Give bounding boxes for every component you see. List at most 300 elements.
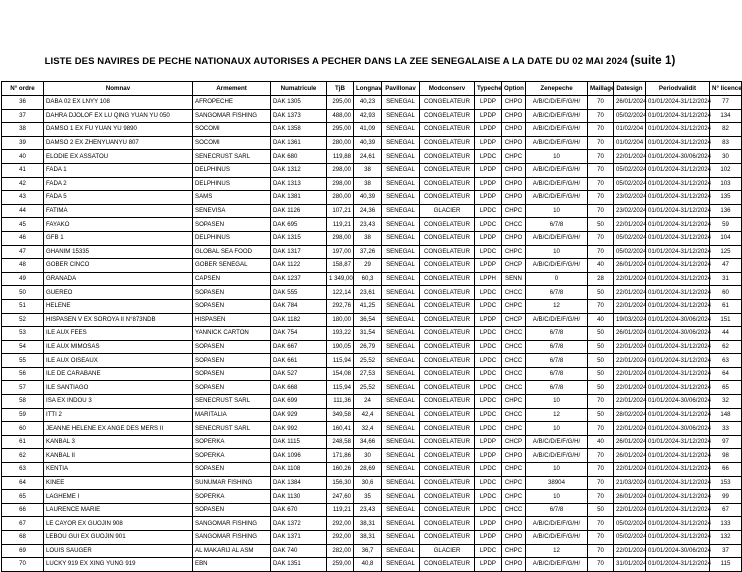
- table-row: [2, 259, 742, 273]
- cell-maillage: 28: [588, 272, 614, 286]
- cell-longnav: 26,79: [354, 340, 382, 354]
- table-row: [2, 354, 742, 368]
- column-header-armement: Armement: [193, 82, 271, 96]
- cell-licence: 31: [710, 272, 742, 286]
- cell-armement: GLOBAL SEA FOOD: [193, 245, 271, 259]
- cell-pavillon: SENEGAL: [382, 490, 420, 504]
- cell-pavillon: SENEGAL: [382, 327, 420, 341]
- cell-typeche: LPDP: [475, 517, 502, 531]
- cell-numatricule: DAK 1182: [271, 313, 327, 327]
- cell-pavillon: SENEGAL: [382, 259, 420, 273]
- cell-nomnav: KENTIA: [44, 463, 193, 477]
- cell-periode: 01/01/2024-31/12/2024: [646, 558, 710, 572]
- cell-datesign: 22/01/2024: [614, 286, 646, 300]
- cell-armement: HISPASEN: [193, 313, 271, 327]
- column-header-longnav: Longnav: [354, 82, 382, 96]
- cell-datesign: 26/01/2024: [614, 259, 646, 273]
- cell-licence: 67: [710, 503, 742, 517]
- cell-modconserv: CONGELATEUR: [420, 395, 475, 409]
- table-row: [2, 109, 742, 123]
- cell-typeche: LPDC: [475, 476, 502, 490]
- cell-periode: 01/01/2024-31/12/2024: [646, 408, 710, 422]
- cell-modconserv: CONGELATEUR: [420, 490, 475, 504]
- cell-ordre: 69: [2, 544, 44, 558]
- cell-nomnav: ILE AUX FEES: [44, 327, 193, 341]
- cell-nomnav: DABA 02 EX LNYY 108: [44, 96, 193, 110]
- cell-option: CHCC: [502, 327, 526, 341]
- cell-modconserv: CONGELATEUR: [420, 517, 475, 531]
- cell-maillage: 50: [588, 340, 614, 354]
- cell-typeche: LPDC: [475, 395, 502, 409]
- cell-tjb: 180,00: [327, 313, 354, 327]
- cell-modconserv: CONGELATEUR: [420, 354, 475, 368]
- cell-zonepeche: A/B/C/D/E/F/G/H/: [526, 163, 588, 177]
- cell-pavillon: SENEGAL: [382, 218, 420, 232]
- cell-datesign: 22/01/2024: [614, 422, 646, 436]
- cell-licence: 37: [710, 544, 742, 558]
- cell-modconserv: CONGELATEUR: [420, 150, 475, 164]
- cell-armement: EBN: [193, 558, 271, 572]
- cell-maillage: 70: [588, 163, 614, 177]
- cell-tjb: 295,00: [327, 96, 354, 110]
- cell-armement: SOPASEN: [193, 340, 271, 354]
- cell-licence: 99: [710, 490, 742, 504]
- cell-armement: SENEVISA: [193, 204, 271, 218]
- cell-ordre: 42: [2, 177, 44, 191]
- cell-nomnav: KINEE: [44, 476, 193, 490]
- cell-ordre: 48: [2, 259, 44, 273]
- cell-tjb: 349,58: [327, 408, 354, 422]
- table-body: [2, 96, 742, 572]
- cell-typeche: LPDC: [475, 204, 502, 218]
- cell-pavillon: SENEGAL: [382, 463, 420, 477]
- cell-datesign: 22/01/2024: [614, 503, 646, 517]
- cell-zonepeche: A/B/C/D/E/F/G/H/: [526, 449, 588, 463]
- cell-modconserv: CONGELATEUR: [420, 367, 475, 381]
- cell-zonepeche: 6/7/8: [526, 286, 588, 300]
- column-header-option: Option: [502, 82, 526, 96]
- cell-longnav: 40,23: [354, 96, 382, 110]
- cell-option: CHPC: [502, 150, 526, 164]
- cell-pavillon: SENEGAL: [382, 544, 420, 558]
- cell-licence: 66: [710, 463, 742, 477]
- column-header-licence: N° licence: [710, 82, 742, 96]
- cell-nomnav: FAYAKO: [44, 218, 193, 232]
- cell-ordre: 67: [2, 517, 44, 531]
- cell-armement: SOCOMI: [193, 136, 271, 150]
- cell-pavillon: SENEGAL: [382, 245, 420, 259]
- cell-tjb: 154,08: [327, 367, 354, 381]
- cell-periode: 01/01/2024-31/12/2024: [646, 517, 710, 531]
- cell-typeche: LPDC: [475, 218, 502, 232]
- table-row: [2, 476, 742, 490]
- cell-nomnav: LAGHEME I: [44, 490, 193, 504]
- table-row: [2, 272, 742, 286]
- cell-datesign: 31/01/2024: [614, 558, 646, 572]
- cell-modconserv: CONGELATEUR: [420, 435, 475, 449]
- cell-pavillon: SENEGAL: [382, 286, 420, 300]
- cell-pavillon: SENEGAL: [382, 422, 420, 436]
- cell-typeche: LPDP: [475, 96, 502, 110]
- column-header-typeche: Typeche: [475, 82, 502, 96]
- cell-typeche: LPDC: [475, 544, 502, 558]
- cell-maillage: 50: [588, 367, 614, 381]
- cell-option: CHCC: [502, 503, 526, 517]
- cell-option: CHPC: [502, 476, 526, 490]
- cell-tjb: 115,94: [327, 354, 354, 368]
- cell-ordre: 41: [2, 163, 44, 177]
- cell-modconserv: CONGELATEUR: [420, 408, 475, 422]
- cell-periode: 01/01/2024-30/06/2024: [646, 327, 710, 341]
- cell-maillage: 70: [588, 191, 614, 205]
- cell-tjb: 259,00: [327, 558, 354, 572]
- cell-pavillon: SENEGAL: [382, 150, 420, 164]
- cell-modconserv: CONGELATEUR: [420, 272, 475, 286]
- cell-datesign: 05/02/2024: [614, 231, 646, 245]
- cell-numatricule: DAK 992: [271, 422, 327, 436]
- cell-longnav: 37,26: [354, 245, 382, 259]
- cell-typeche: LPDP: [475, 259, 502, 273]
- cell-zonepeche: A/B/C/D/E/F/G/H/: [526, 231, 588, 245]
- cell-numatricule: DAK 668: [271, 381, 327, 395]
- cell-ordre: 54: [2, 340, 44, 354]
- cell-ordre: 63: [2, 463, 44, 477]
- table-row: [2, 558, 742, 572]
- cell-licence: 60: [710, 286, 742, 300]
- cell-tjb: 280,00: [327, 191, 354, 205]
- cell-periode: 01/01/2024-31/12/2024: [646, 449, 710, 463]
- cell-armement: SENECRUST SARL: [193, 150, 271, 164]
- cell-option: CHPO: [502, 558, 526, 572]
- cell-zonepeche: 12: [526, 408, 588, 422]
- cell-nomnav: LAURENCE MARIE: [44, 503, 193, 517]
- cell-numatricule: DAK 670: [271, 503, 327, 517]
- cell-ordre: 37: [2, 109, 44, 123]
- cell-numatricule: DAK 1313: [271, 177, 327, 191]
- cell-numatricule: DAK 1381: [271, 191, 327, 205]
- cell-datesign: 05/02/2024: [614, 531, 646, 545]
- cell-option: CHPO: [502, 191, 526, 205]
- table-row: [2, 313, 742, 327]
- cell-periode: 01/01/2024-31/12/2024: [646, 340, 710, 354]
- cell-licence: 30: [710, 150, 742, 164]
- cell-pavillon: SENEGAL: [382, 136, 420, 150]
- cell-nomnav: FADA 2: [44, 177, 193, 191]
- cell-modconserv: CONGELATEUR: [420, 191, 475, 205]
- cell-periode: 01/01/2024-30/06/2024: [646, 544, 710, 558]
- cell-longnav: 25,52: [354, 354, 382, 368]
- cell-datesign: 22/01/2024: [614, 299, 646, 313]
- cell-zonepeche: A/B/C/D/E/F/G/H/: [526, 558, 588, 572]
- cell-periode: 01/01/2024-31/12/2024: [646, 367, 710, 381]
- cell-armement: SOPASEN: [193, 463, 271, 477]
- cell-nomnav: ILE AUX OISEAUX: [44, 354, 193, 368]
- table-row: [2, 517, 742, 531]
- cell-maillage: 70: [588, 517, 614, 531]
- cell-longnav: 28,69: [354, 463, 382, 477]
- cell-datesign: 22/01/2024: [614, 381, 646, 395]
- cell-periode: 01/01/2024-31/12/2024: [646, 435, 710, 449]
- cell-numatricule: DAK 699: [271, 395, 327, 409]
- cell-longnav: 34,66: [354, 435, 382, 449]
- cell-periode: 01/01/2024-31/12/2024: [646, 299, 710, 313]
- cell-nomnav: FADA 1: [44, 163, 193, 177]
- cell-licence: 104: [710, 231, 742, 245]
- cell-nomnav: GFB 1: [44, 231, 193, 245]
- cell-licence: 63: [710, 354, 742, 368]
- cell-ordre: 60: [2, 422, 44, 436]
- cell-zonepeche: 6/7/8: [526, 354, 588, 368]
- column-header-modconserv: Modconserv: [420, 82, 475, 96]
- cell-armement: SAMS: [193, 191, 271, 205]
- cell-tjb: 156,30: [327, 476, 354, 490]
- cell-licence: 33: [710, 422, 742, 436]
- cell-option: CHCP: [502, 435, 526, 449]
- cell-longnav: 38,31: [354, 531, 382, 545]
- cell-typeche: LPDC: [475, 381, 502, 395]
- cell-armement: SOPERKA: [193, 449, 271, 463]
- cell-datesign: 22/01/2024: [614, 218, 646, 232]
- cell-zonepeche: 10: [526, 150, 588, 164]
- cell-datesign: 05/02/2024: [614, 163, 646, 177]
- cell-pavillon: SENEGAL: [382, 231, 420, 245]
- cell-nomnav: FADA 5: [44, 191, 193, 205]
- cell-maillage: 50: [588, 354, 614, 368]
- cell-numatricule: DAK 1384: [271, 476, 327, 490]
- cell-option: CHPC: [502, 245, 526, 259]
- cell-longnav: 24,36: [354, 204, 382, 218]
- cell-option: CHPO: [502, 177, 526, 191]
- cell-ordre: 57: [2, 381, 44, 395]
- cell-ordre: 53: [2, 327, 44, 341]
- cell-longnav: 38: [354, 231, 382, 245]
- cell-datesign: 05/02/2024: [614, 517, 646, 531]
- cell-option: CHPO: [502, 136, 526, 150]
- cell-licence: 47: [710, 259, 742, 273]
- cell-nomnav: JEANNE HELENE EX ANGE DES MERS II: [44, 422, 193, 436]
- cell-datesign: 23/02/2024: [614, 191, 646, 205]
- cell-option: CHCC: [502, 408, 526, 422]
- cell-longnav: 23,61: [354, 286, 382, 300]
- cell-option: SENN: [502, 272, 526, 286]
- cell-maillage: 70: [588, 96, 614, 110]
- cell-licence: 82: [710, 123, 742, 137]
- cell-option: CHPO: [502, 96, 526, 110]
- column-header-zonepeche: Zenepeche: [526, 82, 588, 96]
- cell-option: CHCC: [502, 340, 526, 354]
- cell-maillage: 70: [588, 177, 614, 191]
- cell-zonepeche: A/B/C/D/E/F/G/H/: [526, 136, 588, 150]
- cell-ordre: 59: [2, 408, 44, 422]
- cell-licence: 44: [710, 327, 742, 341]
- cell-typeche: LPDP: [475, 231, 502, 245]
- cell-periode: 01/01/2024-30/06/2024: [646, 150, 710, 164]
- cell-tjb: 119,88: [327, 150, 354, 164]
- cell-periode: 01/01/2024-31/12/2024: [646, 531, 710, 545]
- cell-numatricule: DAK 1126: [271, 204, 327, 218]
- cell-nomnav: KANBAL 3: [44, 435, 193, 449]
- cell-nomnav: GOBER CINCO: [44, 259, 193, 273]
- column-header-pavillon: Pavillonav: [382, 82, 420, 96]
- cell-longnav: 60,3: [354, 272, 382, 286]
- table-row: [2, 503, 742, 517]
- cell-maillage: 50: [588, 218, 614, 232]
- cell-periode: 01/01/2024-31/12/2024: [646, 272, 710, 286]
- cell-longnav: 38: [354, 177, 382, 191]
- cell-pavillon: SENEGAL: [382, 367, 420, 381]
- cell-longnav: 36,7: [354, 544, 382, 558]
- cell-datesign: 22/01/2024: [614, 272, 646, 286]
- table-row: [2, 340, 742, 354]
- table-header-row: [2, 82, 742, 96]
- cell-numatricule: DAK 1371: [271, 531, 327, 545]
- cell-pavillon: SENEGAL: [382, 340, 420, 354]
- cell-armement: YANNICK CARTON: [193, 327, 271, 341]
- cell-periode: 01/01/2024-31/12/2024: [646, 503, 710, 517]
- cell-numatricule: DAK 527: [271, 367, 327, 381]
- cell-typeche: LPDC: [475, 463, 502, 477]
- cell-licence: 64: [710, 367, 742, 381]
- cell-modconserv: CONGELATEUR: [420, 163, 475, 177]
- cell-option: CHPO: [502, 109, 526, 123]
- cell-typeche: LPDC: [475, 245, 502, 259]
- cell-licence: 62: [710, 340, 742, 354]
- cell-ordre: 68: [2, 531, 44, 545]
- cell-armement: DELPHINUS: [193, 231, 271, 245]
- cell-tjb: 292,00: [327, 531, 354, 545]
- cell-tjb: 160,41: [327, 422, 354, 436]
- table-row: [2, 395, 742, 409]
- cell-typeche: LPDP: [475, 313, 502, 327]
- page-title: [0, 55, 720, 67]
- cell-maillage: 40: [588, 313, 614, 327]
- cell-periode: 01/01/2024-30/06/2024: [646, 395, 710, 409]
- cell-ordre: 65: [2, 490, 44, 504]
- cell-periode: 01/01/2024-31/12/2024: [646, 123, 710, 137]
- cell-modconserv: GLACIER: [420, 544, 475, 558]
- cell-licence: 61: [710, 299, 742, 313]
- cell-periode: 01/01/2024-31/12/2024: [646, 231, 710, 245]
- cell-tjb: 122,14: [327, 286, 354, 300]
- cell-armement: SOCOMI: [193, 123, 271, 137]
- cell-numatricule: DAK 1358: [271, 123, 327, 137]
- title-main: LISTE DES NAVIRES DE PECHE NATIONAUX AUTORISES A PECHER DANS LA ZEE SENEGALAISE A LA DATE DU 02 MAI 2024: [44, 56, 628, 67]
- table-row: [2, 191, 742, 205]
- cell-datesign: 23/02/2024: [614, 204, 646, 218]
- column-header-numatricule: Numatricule: [271, 82, 327, 96]
- cell-numatricule: DAK 1130: [271, 490, 327, 504]
- cell-typeche: LPDP: [475, 191, 502, 205]
- cell-maillage: 70: [588, 395, 614, 409]
- cell-datesign: 22/01/2024: [614, 367, 646, 381]
- cell-licence: 135: [710, 191, 742, 205]
- table-row: [2, 531, 742, 545]
- cell-licence: 134: [710, 109, 742, 123]
- cell-nomnav: HELENE: [44, 299, 193, 313]
- table-row: [2, 463, 742, 477]
- cell-pavillon: SENEGAL: [382, 503, 420, 517]
- cell-maillage: 40: [588, 435, 614, 449]
- cell-typeche: LPDC: [475, 408, 502, 422]
- cell-tjb: 1 349,00: [327, 272, 354, 286]
- cell-typeche: LPDC: [475, 422, 502, 436]
- cell-ordre: 62: [2, 449, 44, 463]
- cell-longnav: 32,4: [354, 422, 382, 436]
- cell-armement: SOPASEN: [193, 299, 271, 313]
- cell-nomnav: ILE DE CARABANE: [44, 367, 193, 381]
- cell-licence: 65: [710, 381, 742, 395]
- cell-nomnav: LOUIS SAUGER: [44, 544, 193, 558]
- cell-longnav: 30,6: [354, 476, 382, 490]
- cell-datesign: 28/02/2024: [614, 408, 646, 422]
- cell-nomnav: GRANADA: [44, 272, 193, 286]
- cell-typeche: LPDP: [475, 531, 502, 545]
- cell-armement: DELPHINUS: [193, 163, 271, 177]
- cell-tjb: 171,86: [327, 449, 354, 463]
- cell-pavillon: SENEGAL: [382, 313, 420, 327]
- cell-tjb: 298,00: [327, 177, 354, 191]
- cell-armement: SENECRUST SARL: [193, 422, 271, 436]
- cell-tjb: 247,60: [327, 490, 354, 504]
- cell-licence: 136: [710, 204, 742, 218]
- cell-option: CHPO: [502, 449, 526, 463]
- cell-datesign: 26/01/2024: [614, 96, 646, 110]
- cell-ordre: 61: [2, 435, 44, 449]
- cell-numatricule: DAK 1108: [271, 463, 327, 477]
- cell-numatricule: DAK 1315: [271, 231, 327, 245]
- cell-modconserv: CONGELATEUR: [420, 123, 475, 137]
- cell-nomnav: ITTI 2: [44, 408, 193, 422]
- cell-option: CHPC: [502, 204, 526, 218]
- table-row: [2, 177, 742, 191]
- cell-datesign: 26/01/2024: [614, 327, 646, 341]
- cell-maillage: 70: [588, 150, 614, 164]
- cell-datesign: 01/02/204: [614, 136, 646, 150]
- cell-numatricule: DAK 1115: [271, 435, 327, 449]
- cell-option: CHCC: [502, 286, 526, 300]
- cell-pavillon: SENEGAL: [382, 123, 420, 137]
- cell-datesign: 05/02/2024: [614, 245, 646, 259]
- cell-periode: 01/01/2024-31/12/2024: [646, 259, 710, 273]
- cell-zonepeche: A/B/C/D/E/F/G/H/: [526, 96, 588, 110]
- cell-typeche: LPDC: [475, 367, 502, 381]
- cell-numatricule: DAK 1372: [271, 517, 327, 531]
- table-row: [2, 544, 742, 558]
- cell-pavillon: SENEGAL: [382, 435, 420, 449]
- cell-tjb: 282,00: [327, 544, 354, 558]
- cell-option: CHPO: [502, 517, 526, 531]
- cell-zonepeche: 10: [526, 463, 588, 477]
- cell-datesign: 01/02/204: [614, 123, 646, 137]
- cell-option: CHPC: [502, 490, 526, 504]
- cell-typeche: LPDC: [475, 327, 502, 341]
- cell-ordre: 50: [2, 286, 44, 300]
- cell-datesign: 05/02/2024: [614, 177, 646, 191]
- cell-nomnav: ILE AUX MIMOSAS: [44, 340, 193, 354]
- cell-longnav: 27,53: [354, 367, 382, 381]
- cell-tjb: 111,36: [327, 395, 354, 409]
- cell-nomnav: GUEREO: [44, 286, 193, 300]
- cell-tjb: 488,00: [327, 109, 354, 123]
- cell-ordre: 66: [2, 503, 44, 517]
- cell-longnav: 40,39: [354, 191, 382, 205]
- cell-zonepeche: A/B/C/D/E/F/G/H/: [526, 259, 588, 273]
- cell-pavillon: SENEGAL: [382, 531, 420, 545]
- cell-maillage: 70: [588, 299, 614, 313]
- cell-ordre: 70: [2, 558, 44, 572]
- cell-option: CHCC: [502, 367, 526, 381]
- cell-longnav: 35: [354, 490, 382, 504]
